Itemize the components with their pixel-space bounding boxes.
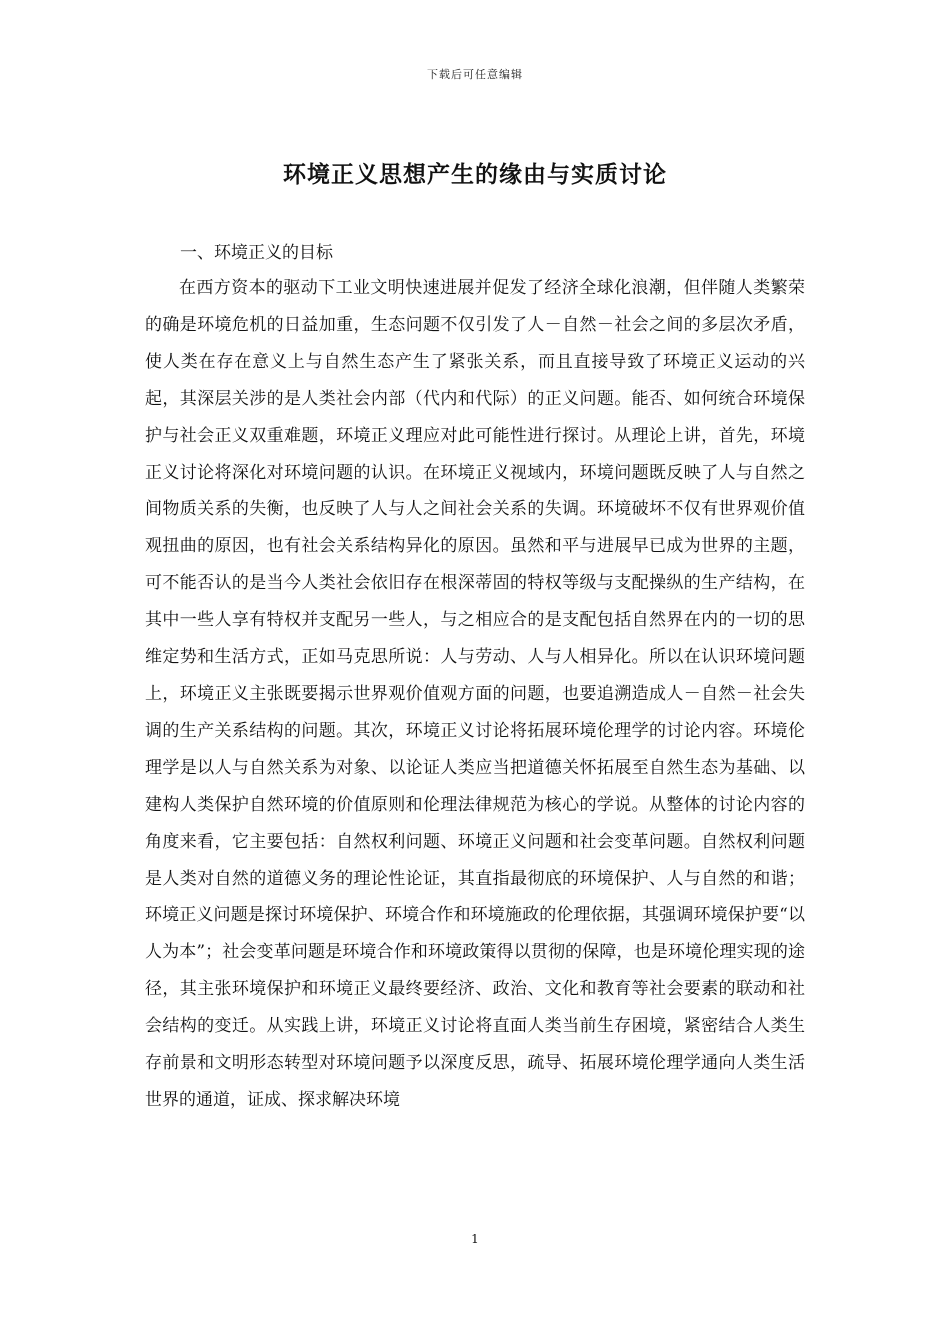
page-number: 1 bbox=[471, 1232, 479, 1246]
body-paragraph: 在西方资本的驱动下工业文明快速进展并促发了经济全球化浪潮，但伴随人类繁荣的确是环境危机的日益加重，生态问题不仅引发了人－自然－社会之间的多层次矛盾，使人类在存在意义上与自然生态产生了紧张关系，而且直接导致了环境正义运动的兴起，其深层关涉的是人类社会内部（代内和代际）的正义问题。能否、如何统合环境保护与社会正义双重难题，环境正义理应对此可能性进行探讨。从理论上讲，首先，环境正义讨论将深化对环境问题的认识。在环境正义视域内，环境问题既反映了人与自然之间物质关系的失衡，也反映了人与人之间社会关系的失调。环境破坏不仅有世界观价值观扭曲的原因，也有社会关系结构异化的原因。虽然和平与进展早已成为世界的主题，可不能否认的是当今人类社会依旧存在根深蒂固的特权等级与支配操纵的生产结构，在其中一些人享有特权并支配另一些人，与之相应合的是支配包括自然界在内的一切的思维定势和生活方式，正如马克思所说：人与劳动、人与人相异化。所以在认识环境问题上，环境正义主张既要揭示世界观价值观方面的问题，也要追溯造成人－自然－社会失调的生产关系结构的问题。其次，环境正义讨论将拓展环境伦理学的讨论内容。环境伦理学是以人与自然关系为对象、以论证人类应当把道德关怀拓展至自然生态为基础、以建构人类保护自然环境的价值原则和伦理法律规范为核心的学说。从整体的讨论内容的角度来看，它主要包括：自然权利问题、环境正义问题和社会变革问题。自然权利问题是人类对自然的道德义务的理论性论证，其直指最彻底的环境保护、人与自然的和谐；环境正义问题是探讨环境保护、环境合作和环境施政的伦理依据，其强调环境保护要“以人为本”；社会变革问题是环境合作和环境政策得以贯彻的保障，也是环境伦理实现的途径，其主张环境保护和环境正义最终要经济、政治、文化和教育等社会要素的联动和社会结构的变迁。从实践上讲，环境正义讨论将直面人类当前生存困境，紧密结合人类生存前景和文明形态转型对环境问题予以深度反思，疏导、拓展环境伦理学通向人类生活世界的通道，证成、探求解决环境 bbox=[145, 278, 805, 1110]
document-title: 环境正义思想产生的缘由与实质讨论 bbox=[283, 161, 667, 188]
section-heading: 一、环境正义的目标 bbox=[180, 243, 333, 263]
header-note: 下载后可任意编辑 bbox=[427, 68, 523, 81]
